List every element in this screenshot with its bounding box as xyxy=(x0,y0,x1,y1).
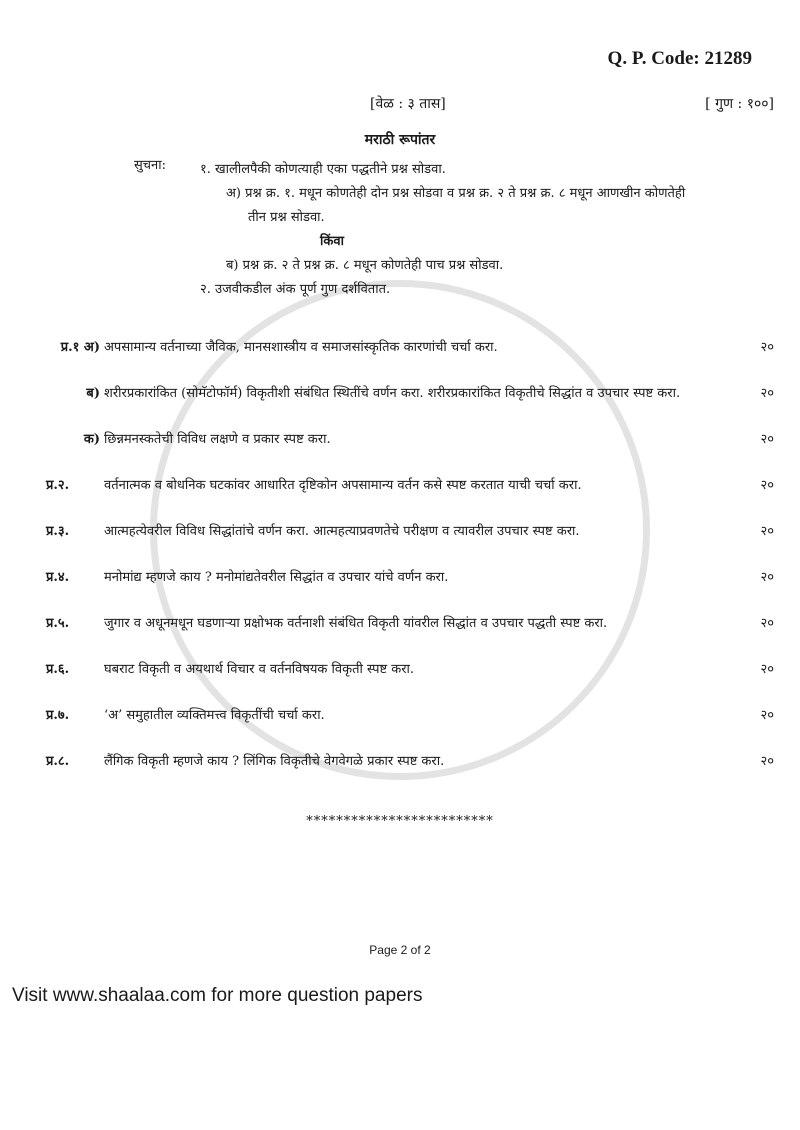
question-marks: २० xyxy=(760,478,774,493)
question-text: घबराट विकृती व अयथार्थ विचार व वर्तनविषयक विकृती स्पष्ट करा. xyxy=(104,662,415,677)
question-8 xyxy=(46,752,774,772)
question-text: मनोमांद्य म्हणजे काय ? मनोमांद्यतेवरील सिद्धांत व उपचार यांचे वर्णन करा. xyxy=(104,570,449,585)
question-number: प्र.७. xyxy=(46,708,70,723)
question-text: वर्तनात्मक व बोधनिक घटकांवर आधारित दृष्टिकोन अपसामान्य वर्तन कसे स्पष्ट करतात याची चर्चा करा. xyxy=(104,478,582,493)
question-text: जुगार व अधूनमधून घडणाऱ्या प्रक्षोभक वर्तनाशी संबंधित विकृती यांवरील सिद्धांत व उपचार पद्धती स्पष्ट करा. xyxy=(104,616,608,631)
instruction-1: १. खालीलपैकी कोणत्याही एका पद्धतीने प्रश्न सोडवा. xyxy=(200,162,446,177)
exam-meta-row xyxy=(46,94,774,114)
question-number: प्र.४. xyxy=(46,570,70,585)
question-1c xyxy=(46,430,774,450)
visit-link[interactable]: Visit www.shaalaa.com for more question papers xyxy=(12,985,423,1006)
question-number: ब) xyxy=(86,386,100,401)
instruction-1b: ब) प्रश्न क्र. २ ते प्रश्न क्र. ८ मधून कोणतेही पाच प्रश्न सोडवा. xyxy=(226,258,504,273)
question-list xyxy=(46,338,774,772)
question-number: प्र.३. xyxy=(46,524,70,539)
question-number: प्र.६. xyxy=(46,662,70,677)
page-title: मराठी रूपांतर xyxy=(364,132,436,148)
question-number: प्र.१ अ) xyxy=(60,340,100,355)
question-marks: २० xyxy=(760,616,774,631)
question-marks: २० xyxy=(760,754,774,769)
question-number: प्र.८. xyxy=(46,754,70,769)
page-number: Page 2 of 2 xyxy=(369,943,431,957)
question-text: शरीरप्रकारांकित (सोमॅटोफॉर्म) विकृतीशी संबंधित स्थितींचे वर्णन करा. शरीरप्रकारांकित विकृतीचे सिद्धांत व उपचार स्पष्ट करा. xyxy=(104,386,681,401)
question-number: क) xyxy=(83,432,100,447)
question-marks: २० xyxy=(760,340,774,355)
question-4 xyxy=(46,568,774,588)
question-text: आत्महत्येवरील विविध सिद्धांतांचे वर्णन करा. आत्महत्याप्रवणतेचे परीक्षण व त्यावरील उपचार स्पष्ट करा. xyxy=(104,524,580,539)
instructions xyxy=(46,156,774,300)
question-text: छिन्नमनस्कतेची विविध लक्षणे व प्रकार स्पष्ट करा. xyxy=(104,432,331,447)
question-number: प्र.५. xyxy=(46,616,70,631)
question-marks: २० xyxy=(760,386,774,401)
question-1b xyxy=(46,384,774,404)
question-7 xyxy=(46,706,774,726)
question-marks: २० xyxy=(760,570,774,585)
question-marks: २० xyxy=(760,662,774,677)
instructions-label: सुचना: xyxy=(134,158,167,173)
qp-code: Q. P. Code: 21289 xyxy=(607,48,752,69)
question-marks: २० xyxy=(760,432,774,447)
instruction-2: २. उजवीकडील अंक पूर्ण गुण दर्शवितात. xyxy=(200,282,391,297)
instruction-1a: अ) प्रश्न क्र. १. मधून कोणतेही दोन प्रश्न सोडवा व प्रश्न क्र. २ ते प्रश्न क्र. ८ मधून आणखीन कोणतेही xyxy=(226,186,686,201)
question-2 xyxy=(46,476,774,496)
instructions-body xyxy=(200,156,774,300)
end-divider: ************************* xyxy=(306,814,494,829)
question-3 xyxy=(46,522,774,542)
question-5 xyxy=(46,614,774,634)
or-label: किंवा xyxy=(320,234,344,249)
question-text: अपसामान्य वर्तनाच्या जैविक, मानसशास्त्रीय व समाजसांस्कृतिक कारणांची चर्चा करा. xyxy=(104,340,498,355)
question-text: लैंगिक विकृती म्हणजे काय ? लिंगिक विकृतीचे वेगवेगळे प्रकार स्पष्ट करा. xyxy=(104,754,445,769)
question-marks: २० xyxy=(760,708,774,723)
exam-time: [वेळ : ३ तास] xyxy=(370,96,446,112)
instruction-1a-cont: तीन प्रश्न सोडवा. xyxy=(248,210,325,225)
question-1a xyxy=(46,338,774,358)
question-marks: २० xyxy=(760,524,774,539)
question-number: प्र.२. xyxy=(46,478,70,493)
question-6 xyxy=(46,660,774,680)
question-text: ‘अ’ समुहातील व्यक्तिमत्त्व विकृतींची चर्चा करा. xyxy=(104,708,325,723)
total-marks: [ गुण : १००] xyxy=(705,96,774,112)
